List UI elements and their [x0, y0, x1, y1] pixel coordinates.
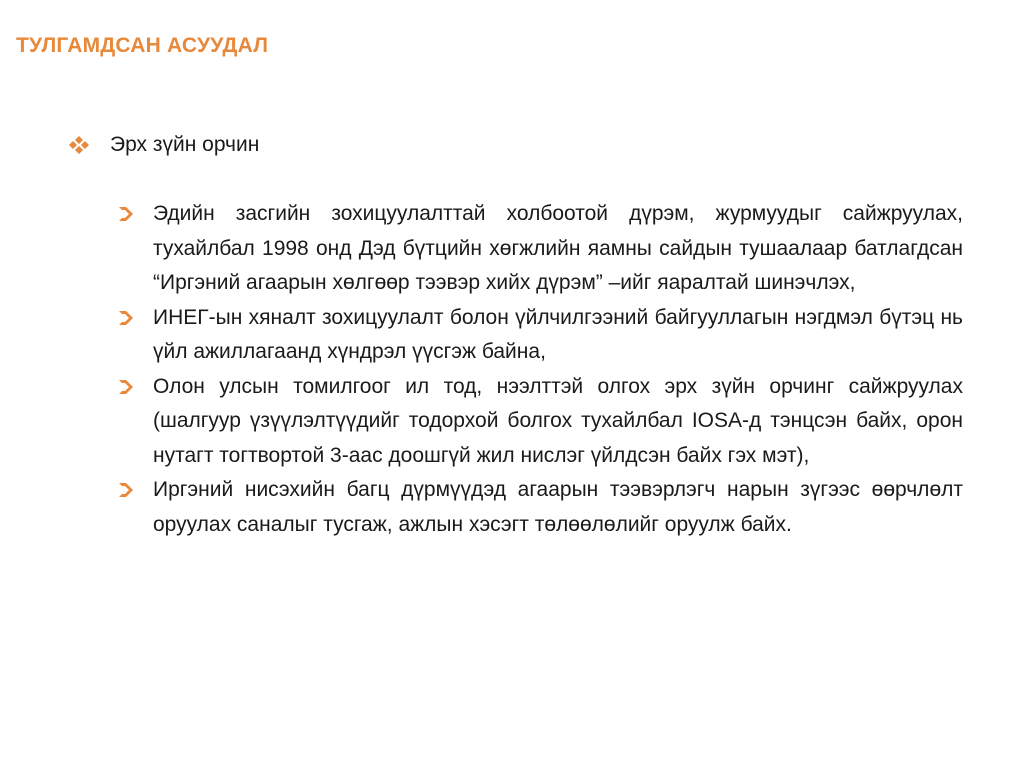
- list-item-text: ИНЕГ-ын хяналт зохицуулалт болон үйлчилгээний байгууллагын нэгдмэл бүтэц нь үйл ажиллагаанд хүндрэл үүсгэж байна,: [153, 305, 963, 363]
- list-item-text: Олон улсын томилгоог ил тод, нээлттэй олгох эрх зүйн орчинг сайжруулах (шалгуур үзүүлэлтүүдийг тодорхой болгох тухайлбал IOSA-д тэнцсэн байх, орон нутагт тогтвортой 3-аас доошгүй жил нислэг үйлдсэн байх гэх мэт),: [153, 374, 963, 467]
- arrow-bullet-icon: [117, 473, 153, 507]
- arrow-bullet-icon: [117, 197, 153, 231]
- sub-point-list: [117, 197, 963, 542]
- arrow-bullet-icon: [117, 370, 153, 404]
- list-item: [117, 370, 963, 474]
- main-point-text: Эрх зүйн орчин: [110, 133, 260, 156]
- list-item: [117, 197, 963, 301]
- main-point: [64, 133, 259, 157]
- list-item-text: Иргэний нисэхийн багц дүрмүүдэд агаарын тээвэрлэгч нарын зүгээс өөрчлөлт оруулах саналыг тусгаж, ажлын хэсэгт төлөөлөлийг оруулж байх.: [153, 478, 963, 536]
- arrow-bullet-icon: [117, 301, 153, 335]
- list-item-text: Эдийн засгийн зохицуулалттай холбоотой дүрэм, журмуудыг сайжруулах, тухайлбал 1998 онд Дэд бүтцийн хөгжлийн яамны сайдын тушаалаар батлагдсан “Иргэний агаарын хөлгөөр тээвэр хийх дүрэм” –ийг яаралтай шинэчлэх,: [153, 202, 963, 294]
- list-item: [117, 473, 963, 542]
- diamond-bullet-icon: [64, 135, 94, 155]
- slide-title: ТУЛГАМДСАН АСУУДАЛ: [16, 34, 269, 57]
- list-item: [117, 301, 963, 370]
